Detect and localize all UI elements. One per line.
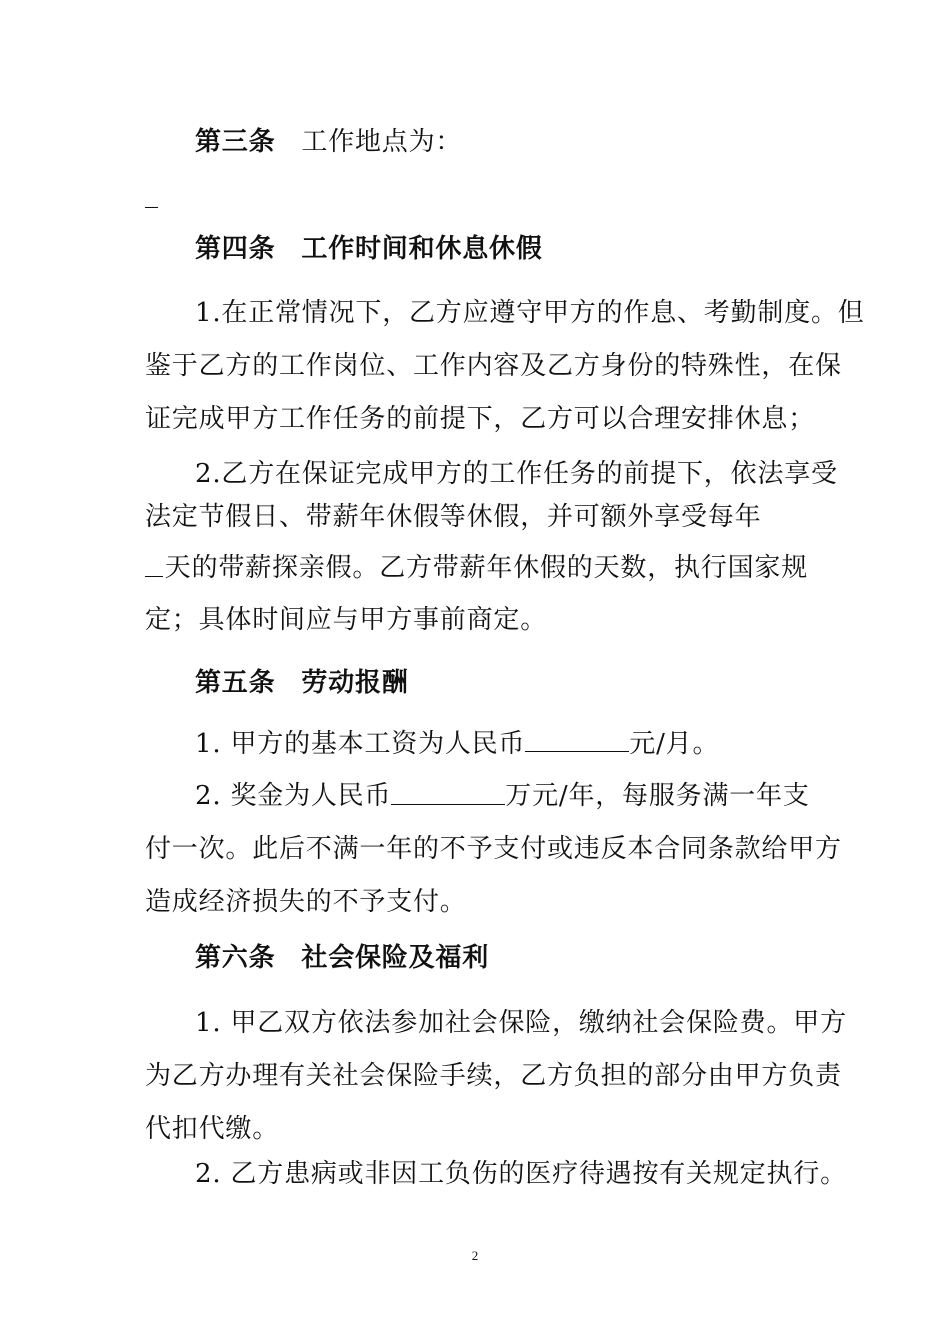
salary-blank[interactable]	[525, 727, 629, 752]
paragraph-line: 定；具体时间应与甲方事前商定。	[145, 605, 548, 635]
article-title: 社会保险及福利	[301, 943, 490, 973]
paragraph-line: 1.在正常情况下，乙方应遵守甲方的作息、考勤制度。但	[195, 298, 865, 328]
line-text: 天的带薪探亲假。乙方带薪年休假的天数，执行国家规	[164, 553, 808, 583]
work-location-blank: _	[145, 179, 159, 209]
paragraph-line: 造成经济损失的不予支付。	[145, 887, 467, 917]
paragraph-line	[145, 727, 808, 760]
article-label: 第四条	[195, 234, 276, 264]
paragraph-line: 付一次。此后不满一年的不予支付或违反本合同条款给甲方	[145, 834, 842, 864]
article-label: 第五条	[195, 668, 276, 698]
paragraph-line	[145, 780, 808, 812]
paragraph-line	[145, 552, 808, 584]
article-5-heading	[145, 667, 808, 699]
paragraph-line: 鉴于乙方的工作岗位、工作内容及乙方身份的特殊性，在保	[145, 351, 842, 381]
article-3-heading	[145, 126, 808, 158]
article-4-heading	[145, 233, 808, 265]
paragraph-line: 证完成甲方工作任务的前提下，乙方可以合理安排休息；	[145, 404, 816, 434]
paragraph-line: 2.乙方在保证完成甲方的工作任务的前提下，依法享受	[195, 459, 838, 489]
days-blank[interactable]	[145, 552, 163, 577]
paragraph-line: 2. 乙方患病或非因工负伤的医疗待遇按有关规定执行。	[195, 1159, 847, 1189]
line-text: 2. 奖金为人民币	[195, 781, 392, 811]
article-title: 劳动报酬	[301, 668, 409, 698]
line-text: 元/月。	[629, 729, 720, 759]
article-6-heading	[145, 942, 808, 974]
article-label: 第六条	[195, 943, 276, 973]
paragraph-line: 1. 甲乙双方依法参加社会保险，缴纳社会保险费。甲方	[195, 1008, 847, 1038]
line-text: 1. 甲方的基本工资为人民币	[195, 729, 526, 759]
article-title: 工作地点为：	[301, 127, 463, 157]
bonus-blank[interactable]	[391, 780, 505, 805]
line-text: 万元/年，每服务满一年支	[505, 781, 810, 811]
article-label: 第三条	[195, 127, 276, 157]
paragraph-line: 为乙方办理有关社会保险手续，乙方负担的部分由甲方负责	[145, 1061, 842, 1091]
page-number: 2	[471, 1248, 479, 1263]
article-title: 工作时间和休息休假	[301, 234, 543, 264]
paragraph-line: 法定节假日、带薪年休假等休假，并可额外享受每年	[145, 502, 762, 532]
paragraph-line: 代扣代缴。	[145, 1114, 280, 1144]
